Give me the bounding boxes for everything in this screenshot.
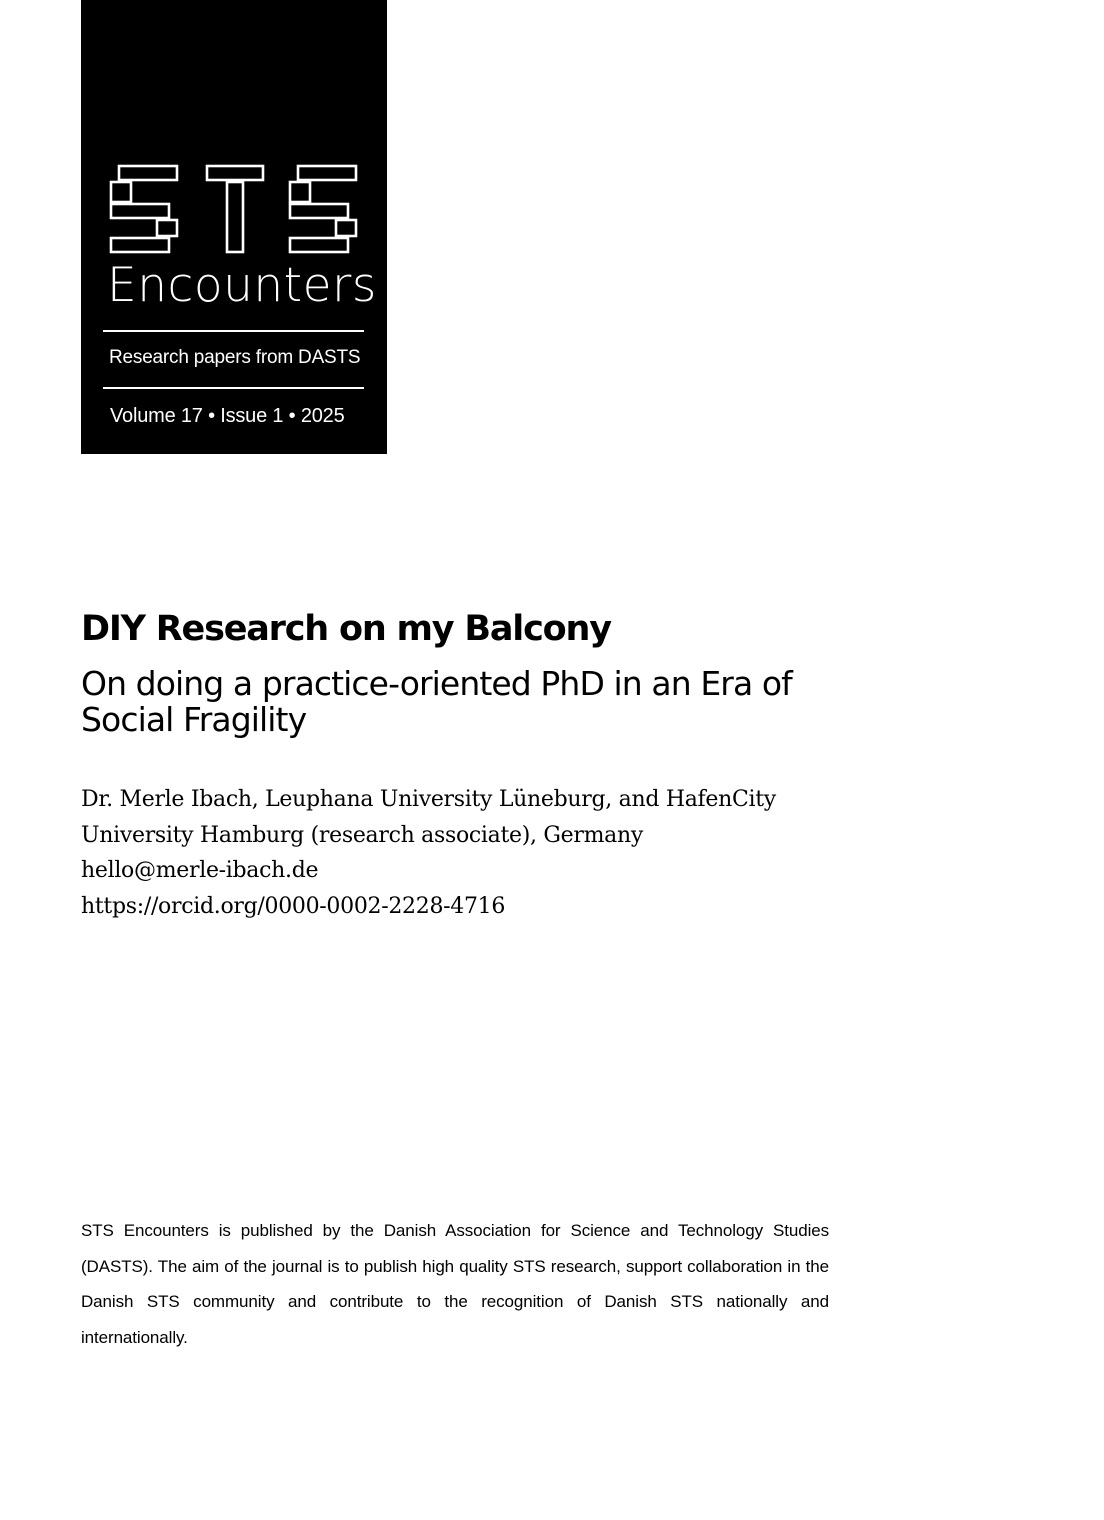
article-title: DIY Research on my Balcony [81,609,611,649]
journal-tagline: Research papers from DASTS [109,347,361,368]
cover-divider-bottom [103,387,364,389]
volume-issue-year: Volume 17 • Issue 1 • 2025 [110,405,345,427]
author-info [81,782,841,924]
author-email[interactable]: hello@merle-ibach.de [81,858,319,883]
article-subtitle: On doing a practice-oriented PhD in an Era of Social Fragility [81,664,792,739]
sts-logo [109,164,359,254]
journal-cover-block [81,0,387,454]
journal-description: STS Encounters is published by the Danish Association for Science and Technology Studies (DASTS). The aim of the journal is to publish high quality STS research, support collaboration in the Danish STS community and contribute to the recognition of Danish STS nationally and internationally. [81,1221,829,1347]
author-affiliation-line-1: Dr. Merle Ibach, Leuphana University Lüneburg, and HafenCity [81,787,776,812]
author-affiliation-line-2: University Hamburg (research associate), Germany [81,822,643,848]
cover-divider-top [103,330,364,332]
journal-name: Encounters [107,258,377,313]
author-orcid[interactable]: https://orcid.org/0000-0002-2228-4716 [81,893,506,919]
